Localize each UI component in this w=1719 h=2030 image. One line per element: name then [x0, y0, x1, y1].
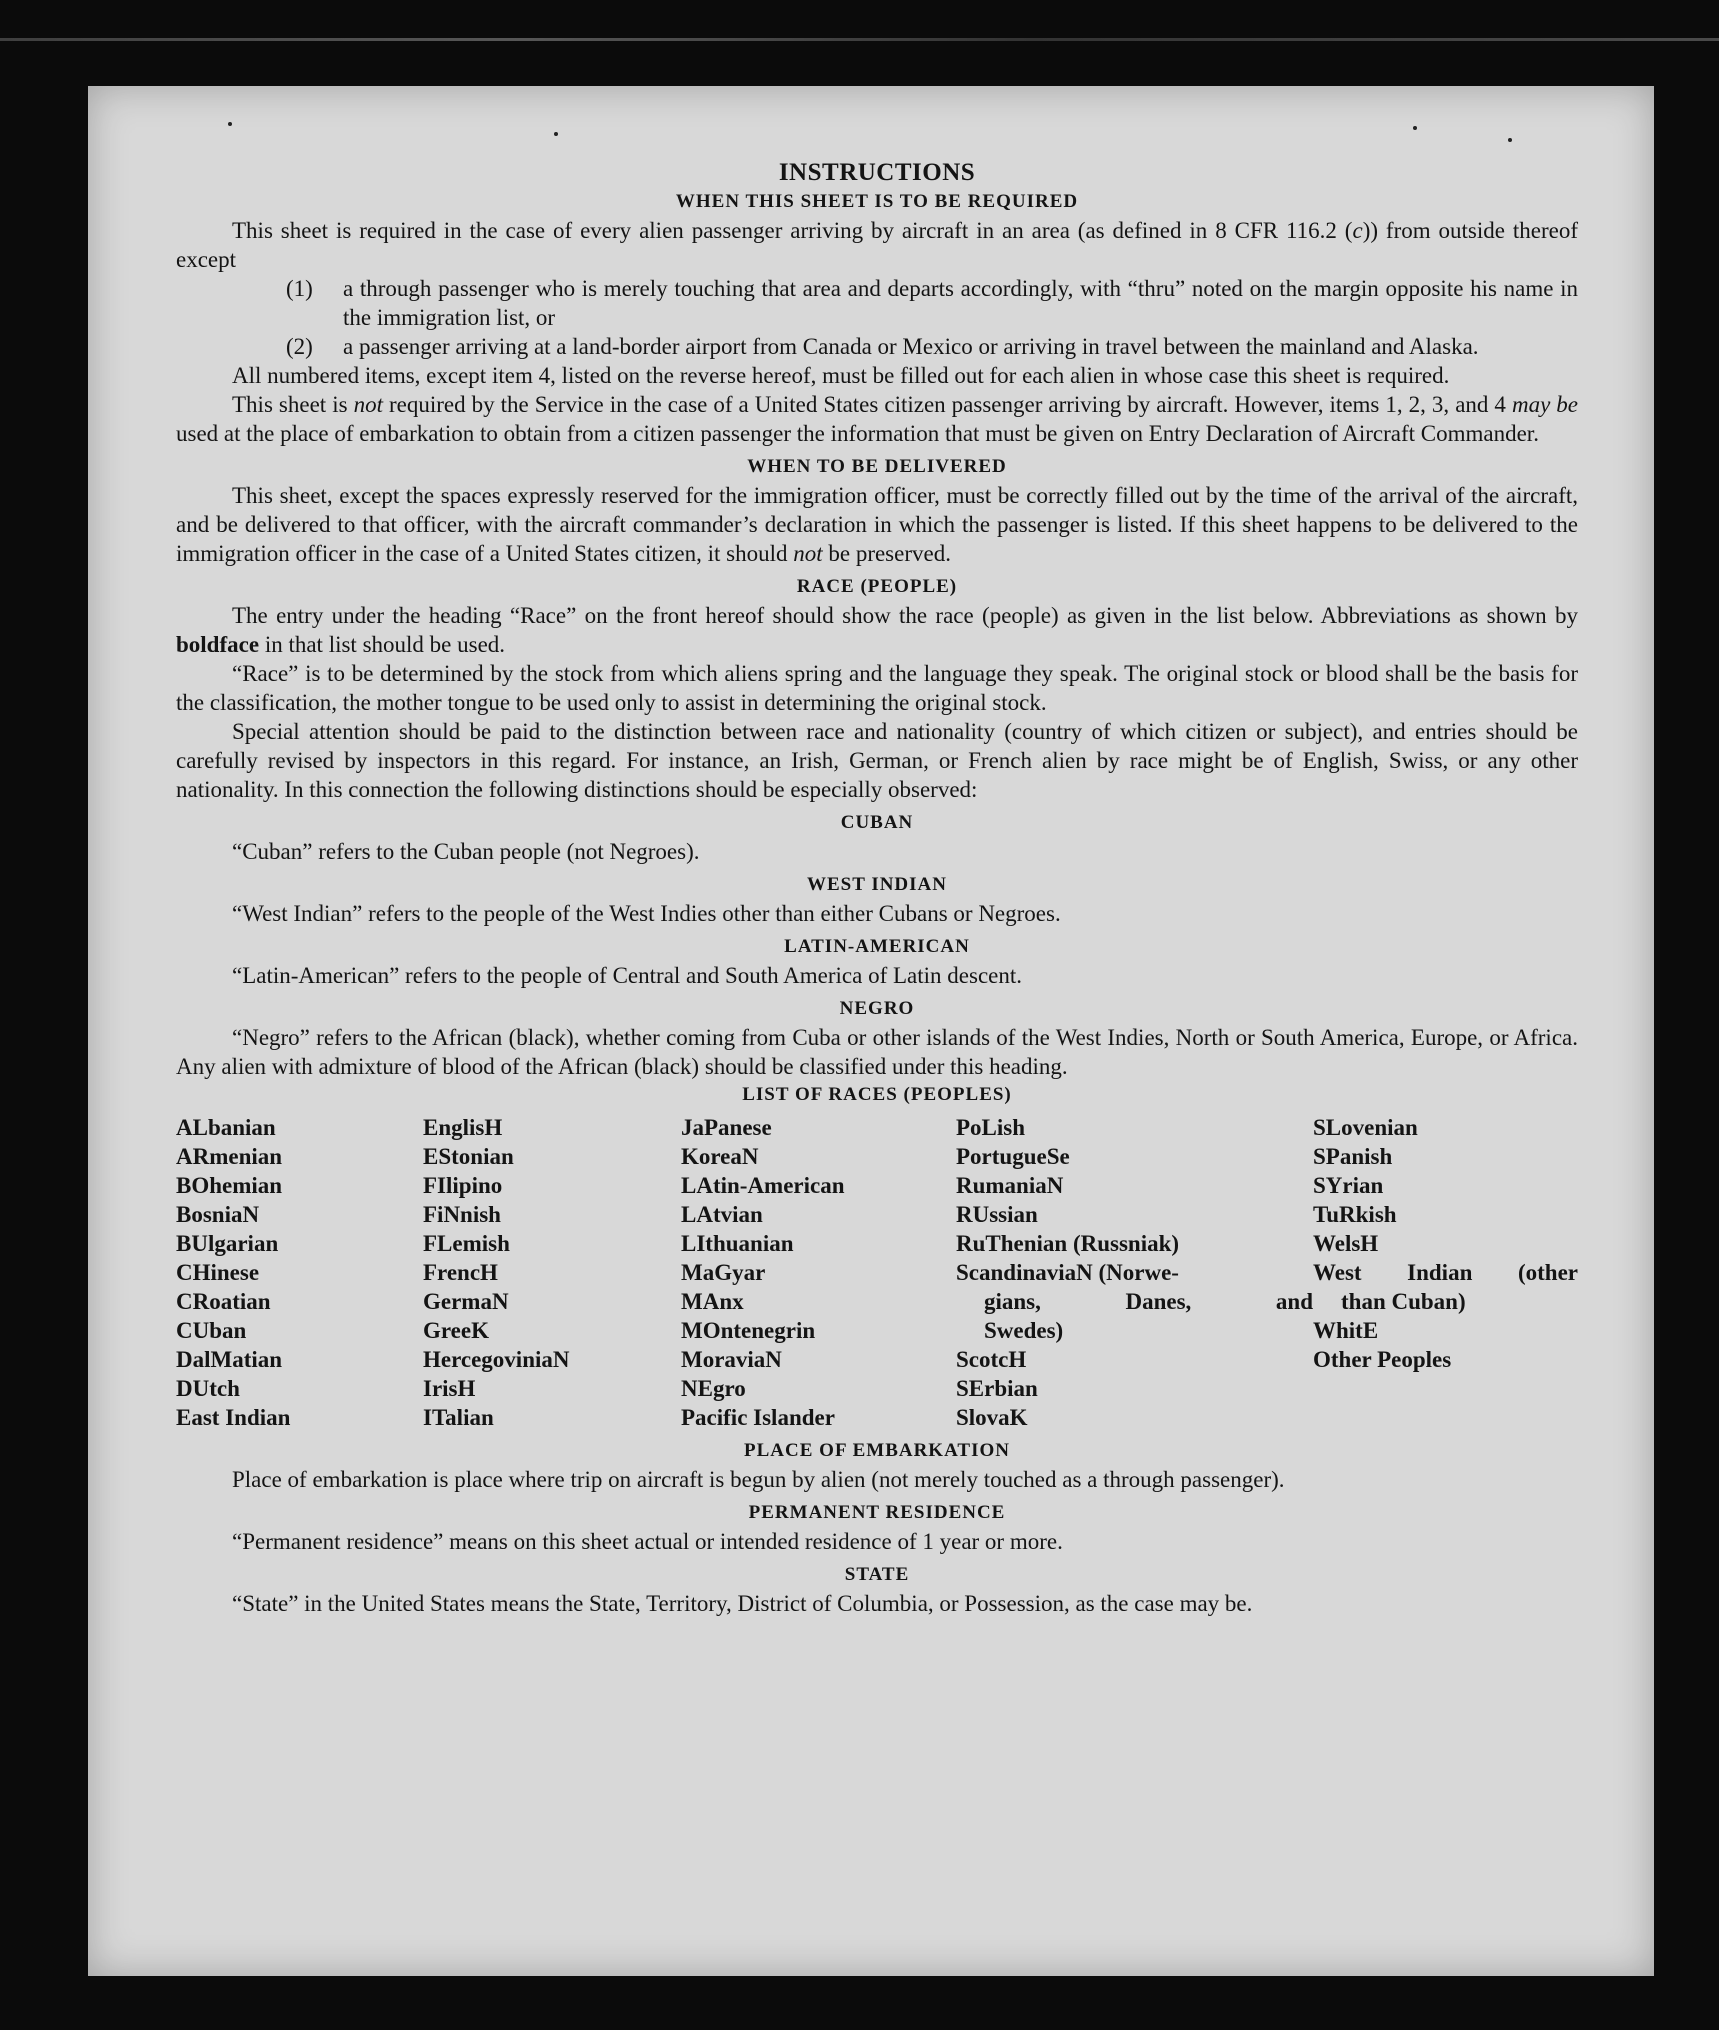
- race-entry: EnglisH: [423, 1115, 503, 1140]
- race-entry: BOhemian: [176, 1173, 283, 1198]
- races-list: [176, 1113, 1578, 1432]
- race-entry: TuRkish: [1313, 1202, 1397, 1227]
- race-entry-continuation: gians, Danes, and: [984, 1289, 1313, 1314]
- race-entry: ARmenian: [176, 1144, 283, 1169]
- race-entry: SlovaK: [956, 1405, 1028, 1430]
- item-text: a through passenger who is merely touching that area and departs accordingly, with “thru” noted on the margin opposite his name in the immigration list, or: [343, 276, 1578, 330]
- race-entry: LAtvian: [681, 1202, 763, 1227]
- race-entry: Pacific Islander: [681, 1405, 835, 1430]
- scan-speck: [554, 132, 558, 136]
- race-entry: CHinese: [176, 1260, 260, 1285]
- race-entry: GermaN: [423, 1289, 509, 1314]
- exception-item-2: [176, 332, 1578, 361]
- race-entry: CUban: [176, 1318, 247, 1343]
- italic-text: not: [793, 541, 823, 566]
- race-entry: DalMatian: [176, 1347, 283, 1372]
- exception-item-1: [176, 274, 1578, 332]
- race-entry: BUlgarian: [176, 1231, 279, 1256]
- heading-when-required: WHEN THIS SHEET IS TO BE REQUIRED: [675, 191, 1079, 212]
- text-span: be preserved.: [822, 541, 951, 566]
- race-entry: BosniaN: [176, 1202, 260, 1227]
- scan-edge-line: [0, 38, 1719, 41]
- race-entry: HercegoviniaN: [423, 1347, 570, 1372]
- paragraph-residence: “Permanent residence” means on this sheet actual or intended residence of 1 year or more.: [232, 1529, 1063, 1554]
- item-number: (1): [286, 276, 313, 301]
- race-entry: CRoatian: [176, 1289, 271, 1314]
- heading-when-delivered: WHEN TO BE DELIVERED: [747, 456, 1007, 477]
- race-entry: RUssian: [956, 1202, 1038, 1227]
- paragraph-west-indian: “West Indian” refers to the people of the West Indies other than either Cubans or Negroes.: [232, 901, 1061, 926]
- race-entry: RuThenian (Russniak): [956, 1231, 1180, 1256]
- scan-speck: [1508, 138, 1512, 142]
- paragraph-state: “State” in the United States means the State, Territory, District of Columbia, or Possession, as the case may be.: [232, 1591, 1253, 1616]
- document-sheet: [88, 86, 1654, 1976]
- instructions-body: [176, 158, 1578, 1618]
- race-entry: ScandinaviaN (Norwe-: [956, 1260, 1179, 1285]
- paragraph-embarkation: Place of embarkation is place where trip on aircraft is begun by alien (not merely touched as a through passenger).: [232, 1467, 1285, 1492]
- race-entry: ScotcH: [956, 1347, 1027, 1372]
- text-span: This sheet, except the spaces expressly reserved for the immigration officer, must be correctly filled out by the time of the arrival of the aircraft, and be delivered to that officer, with the aircraft commander’s declaration in which the passenger is listed. If this sheet happens to be delivered to the immigration officer in the case of a United States citizen, it should: [176, 483, 1578, 566]
- race-entry: JaPanese: [681, 1115, 772, 1140]
- text-span: in that list should be used.: [259, 632, 506, 657]
- item-text: a passenger arriving at a land-border airport from Canada or Mexico or arriving in travel between the mainland and Alaska.: [343, 334, 1479, 359]
- race-entry: Other Peoples: [1313, 1347, 1452, 1372]
- race-entry-continuation: Swedes): [984, 1318, 1064, 1343]
- races-column-2: [423, 1113, 681, 1432]
- heading-race: RACE (PEOPLE): [796, 576, 958, 597]
- heading-negro: NEGRO: [839, 998, 915, 1019]
- italic-text: may be: [1511, 392, 1579, 417]
- race-entry: FIlipino: [423, 1173, 503, 1198]
- race-entry: RumaniaN: [956, 1173, 1064, 1198]
- italic-text: not: [353, 392, 383, 417]
- race-entry: SLovenian: [1313, 1115, 1418, 1140]
- races-column-1: [176, 1113, 423, 1432]
- races-column-3: [681, 1113, 956, 1432]
- race-entry: FLemish: [423, 1231, 510, 1256]
- race-entry: PortugueSe: [956, 1144, 1070, 1169]
- paragraph-numbered-items: All numbered items, except item 4, listed on the reverse hereof, must be filled out for each alien in whose case this sheet is required.: [232, 363, 1450, 388]
- race-entry-continuation: than Cuban): [1341, 1289, 1466, 1314]
- race-entry: West Indian (other: [1313, 1260, 1578, 1285]
- race-entry: DUtch: [176, 1376, 240, 1401]
- race-entry: GreeK: [423, 1318, 489, 1343]
- heading-permanent-residence: PERMANENT RESIDENCE: [748, 1502, 1006, 1523]
- heading-place-of-embarkation: PLACE OF EMBARKATION: [744, 1440, 1010, 1461]
- text-span: This sheet is required in the case of every alien passenger arriving by aircraft in an area (as defined in 8 CFR 116.2 (: [232, 218, 1353, 243]
- text-span: This sheet is: [232, 392, 354, 417]
- race-entry: ALbanian: [176, 1115, 276, 1140]
- text-span: The entry under the heading “Race” on the front hereof should show the race (people) as given in the list below. Abbreviations as shown by: [232, 603, 1578, 628]
- race-entry: LAtin-American: [681, 1173, 845, 1198]
- paragraph-cuban: “Cuban” refers to the Cuban people (not Negroes).: [232, 839, 700, 864]
- paragraph-latin-american: “Latin-American” refers to the people of Central and South America of Latin descent.: [232, 963, 1022, 988]
- text-span: )) from outside thereof except: [176, 218, 1579, 272]
- paragraph-negro: “Negro” refers to the African (black), whether coming from Cuba or other islands of the West Indies, North or South America, Europe, or Africa. Any alien with admixture of blood of the African (black) should be classified under this heading.: [176, 1025, 1578, 1079]
- races-column-4: [956, 1113, 1313, 1432]
- race-entry: FiNnish: [423, 1202, 501, 1227]
- heading-west-indian: WEST INDIAN: [807, 874, 947, 895]
- race-entry: EStonian: [423, 1144, 514, 1169]
- heading-list-of-races: LIST OF RACES (PEOPLES): [742, 1084, 1012, 1105]
- race-entry: NEgro: [681, 1376, 746, 1401]
- races-column-5: [1313, 1113, 1578, 1432]
- italic-text: c: [1352, 218, 1363, 243]
- page-title: INSTRUCTIONS: [778, 159, 976, 186]
- scan-speck: [1413, 126, 1417, 130]
- race-entry: WelsH: [1313, 1231, 1379, 1256]
- race-entry: SPanish: [1313, 1144, 1393, 1169]
- scan-speck: [228, 122, 232, 126]
- race-entry: KoreaN: [681, 1144, 759, 1169]
- bold-text: boldface: [176, 632, 260, 657]
- race-entry: MaGyar: [681, 1260, 766, 1285]
- race-entry: East Indian: [176, 1405, 291, 1430]
- text-span: used at the place of embarkation to obtain from a citizen passenger the information that must be given on Entry Declaration of Aircraft Commander.: [176, 421, 1539, 446]
- race-entry: MOntenegrin: [681, 1318, 816, 1343]
- race-entry: SErbian: [956, 1376, 1038, 1401]
- race-entry: WhitE: [1313, 1318, 1379, 1343]
- item-number: (2): [286, 334, 313, 359]
- race-entry: ITalian: [423, 1405, 494, 1430]
- race-entry: LIthuanian: [681, 1231, 794, 1256]
- heading-state: STATE: [844, 1564, 910, 1585]
- race-entry: PoLish: [956, 1115, 1026, 1140]
- race-entry: FrencH: [423, 1260, 498, 1285]
- paragraph-delivered: [176, 481, 1578, 568]
- paragraph-race-stock: “Race” is to be determined by the stock from which aliens spring and the language they speak. The original stock or blood shall be the basis for the classification, the mother tongue to be used only to assist in determining the original stock.: [176, 661, 1578, 715]
- paragraph-race-nationality: Special attention should be paid to the distinction between race and nationality (country of which citizen or subject), and entries should be carefully revised by inspectors in this regard. For instance, an Irish, German, or French alien by race might be of English, Swiss, or any other nationality. In this connection the following distinctions should be especially observed:: [176, 719, 1578, 802]
- race-entry: MAnx: [681, 1289, 744, 1314]
- race-entry: MoraviaN: [681, 1347, 782, 1372]
- heading-latin-american: LATIN-AMERICAN: [784, 936, 970, 957]
- paragraph-citizen-passenger: [176, 390, 1578, 448]
- text-span: required by the Service in the case of a United States citizen passenger arriving by aircraft. However, items 1, 2, 3, and 4: [382, 392, 1512, 417]
- paragraph-race-entry: [176, 601, 1578, 659]
- race-entry: SYrian: [1313, 1173, 1384, 1198]
- paragraph-required-intro: [176, 216, 1578, 274]
- heading-cuban: CUBAN: [840, 812, 914, 833]
- race-entry: IrisH: [423, 1376, 476, 1401]
